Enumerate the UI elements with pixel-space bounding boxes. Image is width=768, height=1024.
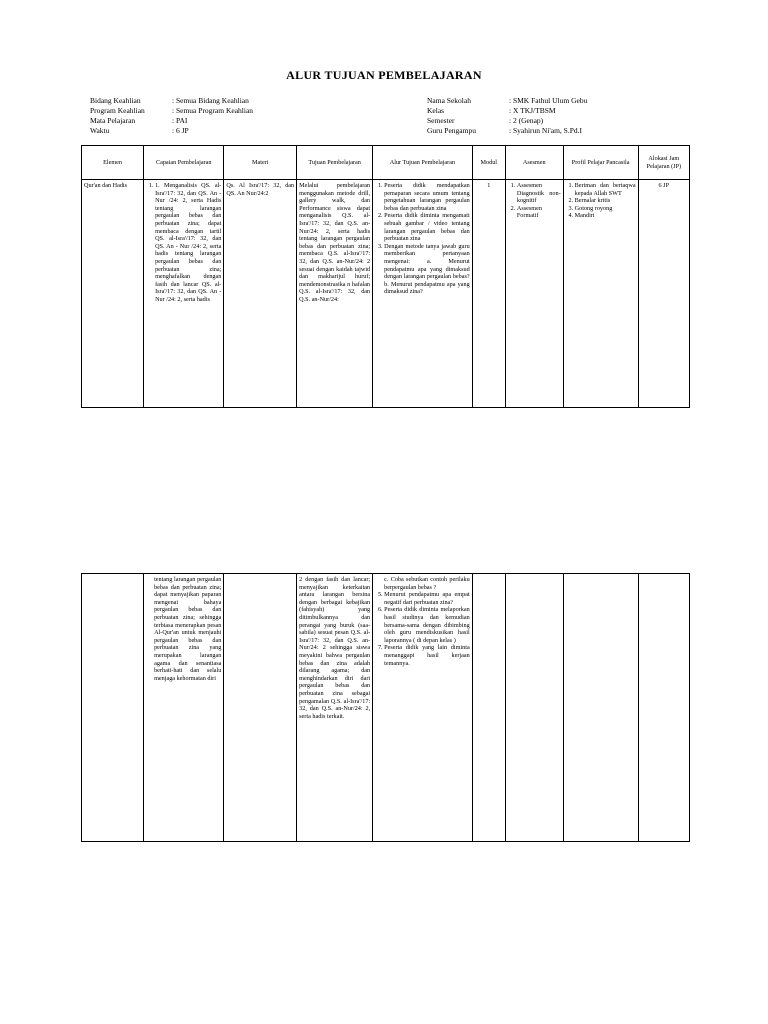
header-tujuan: Tujuan Pembelajaran	[297, 146, 373, 180]
header-materi: Materi	[224, 146, 297, 180]
info-label: Nama Sekolah	[427, 96, 471, 105]
info-label: Guru Pengampu	[427, 126, 476, 135]
list-item: 3. Gotong royong	[575, 205, 636, 213]
header-capaian: Capaian Pembelajaran	[144, 146, 224, 180]
document-info-right	[427, 96, 587, 136]
cell-capaian	[144, 180, 224, 408]
list-item: 5. Menurut pendapatmu apa empat negatif dari perbuatan zina?	[384, 591, 470, 606]
cell-alokasi	[638, 574, 689, 842]
info-label: Bidang Keahlian	[90, 96, 141, 105]
list-item: 4. Mandiri	[575, 212, 636, 220]
info-row-sekolah	[427, 96, 587, 106]
info-label: Waktu	[90, 126, 110, 135]
table-header-row	[82, 146, 690, 180]
list-item: 1. Assesmen Diagnostik non-kognitif	[517, 182, 561, 205]
cell-asesmen	[505, 180, 563, 408]
list-item: 2. Peserta didik diminta mengamati sebuah gambar / video tentang larangan pergaulan bebas dan perbuatan zina	[384, 212, 470, 242]
cell-materi: Qs. Al Isra'/17: 32, dan QS. An Nur/24:2	[224, 180, 297, 408]
info-row-waktu	[90, 126, 253, 136]
cell-modul	[472, 574, 505, 842]
cell-profil	[563, 180, 638, 408]
cell-tujuan: Melalui pembelajaran menggunakan metode drill, gallery walk, dan Performance siswa dapat menganalisis Q.S. al-Isra'/17: 32, dan Q.S. an-Nur/24: 2, serta hadis tentang larangan pergaulan bebas dan perbuatan zina; membaca Q.S. al-Isra'/17: 32, dan Q.S. an-Nur/24: 2 sesuai dengan kaidah tajwid dan makharijul huruf; mendemonstrasika n hafalan Q.S. al-Isra'/17: 32, dan Q.S. an-Nur/24:	[297, 180, 373, 408]
info-value: : PAI	[172, 116, 188, 125]
info-value: : X TKJ/TBSM	[509, 106, 556, 115]
cell-materi	[224, 574, 297, 842]
info-value: : 2 (Genap)	[509, 116, 544, 125]
info-row-program	[90, 106, 253, 116]
header-asesmen: Asesmen	[505, 146, 563, 180]
cell-alur	[373, 574, 473, 842]
table-row	[82, 180, 690, 408]
header-modul: Modul	[472, 146, 505, 180]
list-item: 3. Dengan metode tanya jawab guru memberikan pertanyaan mengenai: a. Menurut pendapatmu apa yang dimaksud dengan larangan pergaulan bebas? b. Menurut pendapatmu apa yang dimaksud zina?	[384, 243, 470, 296]
cell-profil	[563, 574, 638, 842]
list-item: 2. Bernalar kritis	[575, 197, 636, 205]
info-value: : Syahirun Ni'am, S.Pd.I	[509, 126, 583, 135]
learning-flow-table-continued	[81, 573, 690, 842]
info-value: : Semua Program Keahlian	[172, 106, 254, 115]
info-row-semester	[427, 116, 587, 126]
list-item: 7. Peserta didik yang lain diminta menanggapi hasil kerjaan temannya.	[384, 644, 470, 667]
info-label: Kelas	[427, 106, 445, 115]
list-item: 6. Peserta didik diminta melaporkan hasil studinya dan kemudian bersama-sama dengan dibimbing oleh guru mendiskusikan hasil laporannya ( di depan kelas )	[384, 606, 470, 644]
header-alur: Alur Tujuan Pembelajaran	[373, 146, 473, 180]
cell-modul: 1	[472, 180, 505, 408]
info-row-kelas	[427, 106, 587, 116]
cell-capaian: tentang larangan pergaulan bebas dan perbuatan zina; dapat menyajikan paparan mengenai bahaya pergaulan bebas dan perbuatan zina; sehingga terbiasa menerapkan pesan Al-Qur'an untuk menjauhi pergaulan bebas dan perbuatan zina yang merupakan larangan agama dan senantiasa berhati-hati dan selalu menjaga kehormatan diri	[144, 574, 224, 842]
cell-tujuan: 2 dengan fasih dan lancar; menyajikan keterkaitan antara larangan bersina dengan berbagai kebajikan (fahisyah) yang ditimbulkannya dan perangai yang buruk (saa-sabila) sesuai pesan Q.S. al-Isra'/17: 32, dan Q.S. an-Nur/24: 2 sehingga siswa meyakini bahwa pergaulan bebas dan zina adalah dilarang agama; dan menghindarkan diri dari pergaulan bebas dan perbuatan zina sebagai pengamalan Q.S. al-Isra'/17: 32, dan Q.S. an-Nur/24: 2, serta hadis terkait.	[297, 574, 373, 842]
header-alokasi: Alokasi Jam Pelajaran (JP)	[638, 146, 689, 180]
list-item: 1. Beriman dan bertaqwa kepada Allah SWT	[575, 182, 636, 197]
list-item: 2. Assesmen Formatif	[517, 205, 561, 220]
info-row-mapel	[90, 116, 253, 126]
page-title: ALUR TUJUAN PEMBELAJARAN	[286, 68, 482, 82]
info-label: Semester	[427, 116, 455, 125]
list-item: 1. Peserta didik mendapatkan pemaparan secara umum tentang pengetahuan larangan pergaulan bebas dan perbuatan zina	[384, 182, 470, 212]
cell-alokasi: 6 JP	[638, 180, 689, 408]
list-item: 1. 1. Menganalisis QS. al-Isra'/17: 32, dan QS. An - Nur /24: 2, serta Hadis tentang larangan pergaulan bebas dan perbuatan zina; dapat membaca dengan tartil QS. al-Isra'/17: 32, dan QS. An - Nur /24: 2, serta hadis tentang larangan pergaulan bebas dan perbuatan zina; menghafalkan dengan fasih dan lancar QS. al-Isra'/17: 32, dan QS. An - Nur /24: 2, serta hadis	[155, 182, 221, 304]
info-value: : 6 JP	[172, 126, 189, 135]
cell-alur	[373, 180, 473, 408]
header-elemen: Elemen	[82, 146, 144, 180]
learning-flow-table	[81, 145, 690, 408]
cell-elemen: Qur'an dan Hadis	[82, 180, 144, 408]
info-label: Program Keahlian	[90, 106, 145, 115]
info-value: : Semua Bidang Keahlian	[172, 96, 249, 105]
header-profil: Profil Pelajar Pancasila	[563, 146, 638, 180]
info-label: Mata Pelajaran	[90, 116, 136, 125]
cell-elemen	[82, 574, 144, 842]
info-row-guru	[427, 126, 587, 136]
document-info-left	[90, 96, 253, 136]
info-value: : SMK Fathul Ulum Gebu	[509, 96, 588, 105]
cell-asesmen	[505, 574, 563, 842]
table-row	[82, 574, 690, 842]
list-item: c. Coba sebutkan contoh perilaku berpergaulan bebas ?	[384, 576, 470, 591]
info-row-bidang	[90, 96, 253, 106]
